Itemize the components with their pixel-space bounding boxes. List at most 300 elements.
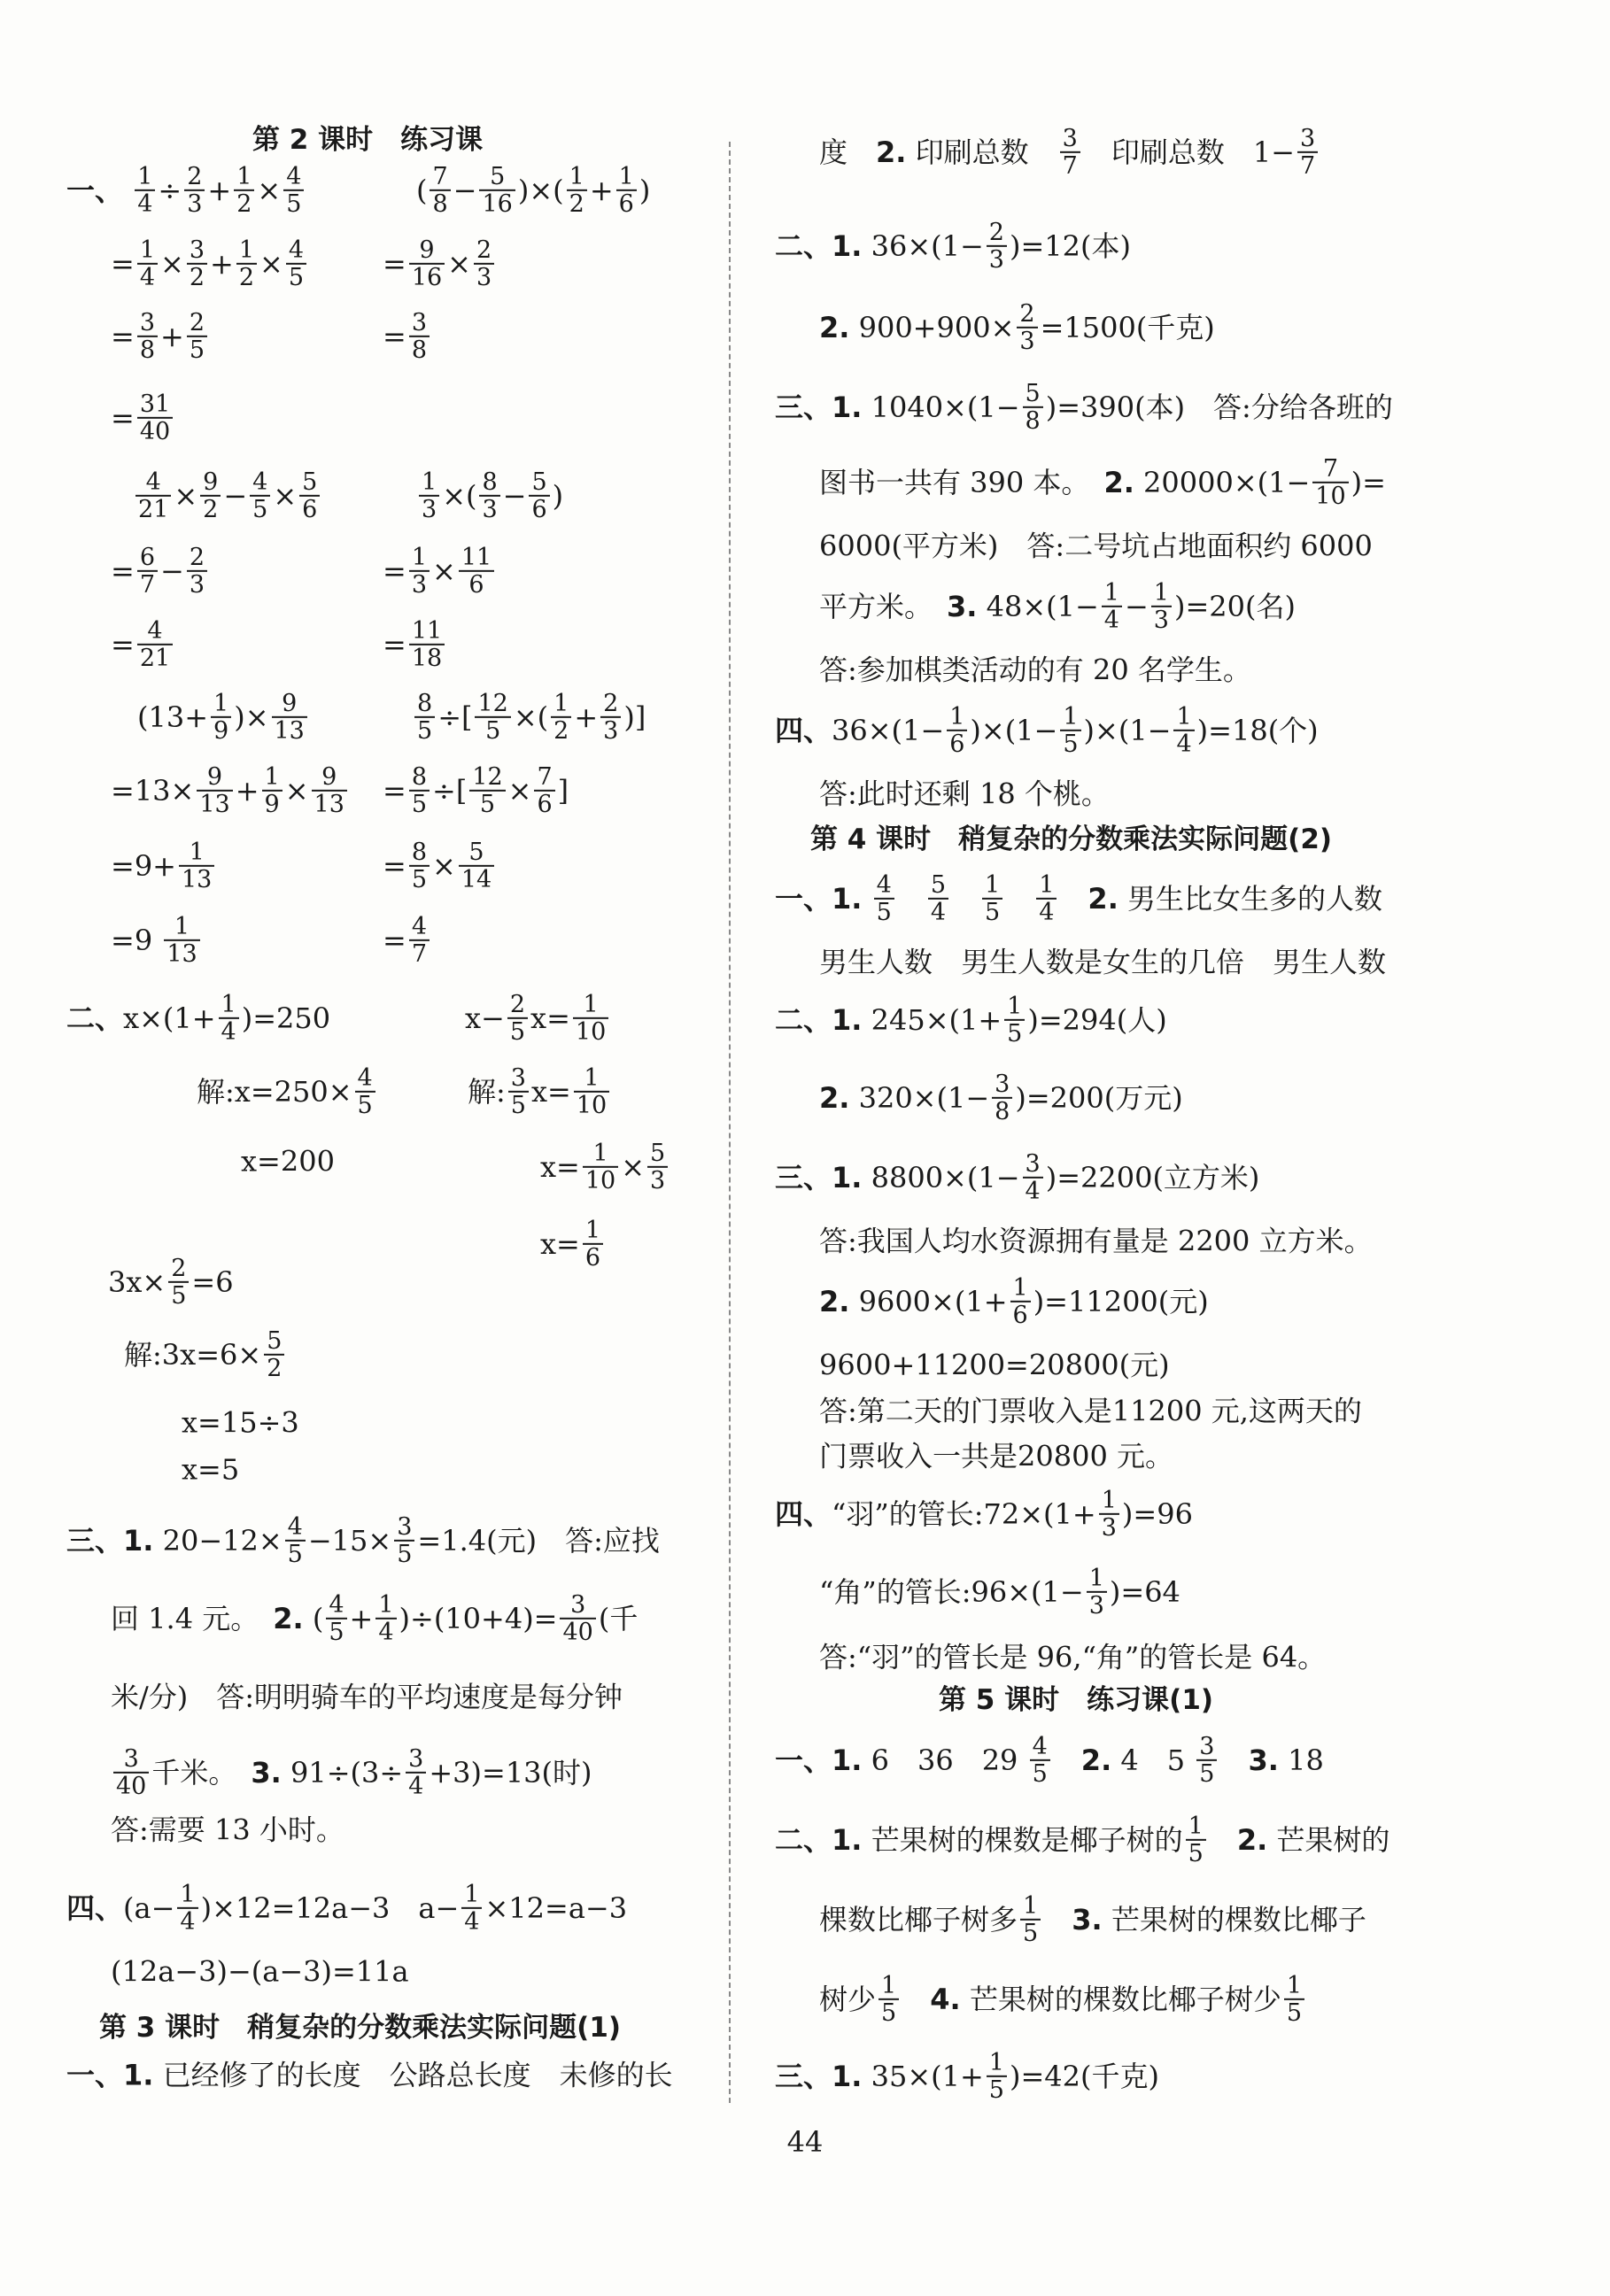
text-run: 平方米。 [819, 590, 948, 623]
fraction [137, 391, 173, 445]
answer-line [111, 237, 309, 290]
fraction-denominator: 4 [930, 899, 946, 926]
text-run: 1040×(1− [862, 390, 1020, 424]
text-run: − [160, 554, 184, 588]
text-run: 已经修了的长度 公路总长度 未修的长 [153, 2058, 673, 2092]
fraction-numerator: 5 [529, 469, 549, 497]
text-run: × [160, 247, 184, 281]
text-run: 答:“羽”的管长是 96,“角”的管长是 64。 [819, 1640, 1327, 1674]
answer-line [111, 839, 217, 893]
text-run: )=11200(元) [1033, 1285, 1209, 1318]
fraction-denominator: 3 [1088, 1592, 1104, 1620]
text-run: =1.4(元) 答:应找 [417, 1524, 660, 1558]
fraction-numerator: 2 [187, 310, 207, 337]
text-run: × [432, 849, 456, 883]
answer-line [819, 1641, 1326, 1672]
fraction-numerator: 1 [409, 545, 430, 572]
text-run: “角”的管长:96×(1− [819, 1575, 1084, 1609]
answer-line [182, 1452, 240, 1487]
text-run: + [349, 1602, 374, 1635]
fraction-numerator: 6 [137, 545, 158, 572]
question-number: 一、1. [775, 882, 863, 916]
fraction-numerator: 4 [250, 469, 270, 497]
fraction [1060, 704, 1080, 757]
text-run: =6 [191, 1265, 234, 1299]
answer-line [819, 653, 1251, 687]
text-run: )=96 [1121, 1497, 1193, 1531]
answer-line [66, 1514, 660, 1567]
question-number: 3. [1072, 1903, 1103, 1937]
fraction-denominator: 21 [139, 645, 171, 672]
answer-line [124, 1328, 287, 1381]
fraction-denominator: 16 [411, 264, 443, 291]
fraction-numerator: 2 [184, 164, 205, 191]
question-number: 2. [876, 135, 907, 169]
text-run: )=12(本) [1009, 229, 1131, 263]
fraction [461, 1882, 482, 1935]
fraction [879, 1973, 899, 2026]
fraction-denominator: 4 [1039, 899, 1055, 926]
fraction-denominator: 3 [603, 717, 619, 745]
fraction-denominator: 3 [187, 190, 203, 218]
text-run [897, 882, 925, 916]
fraction-numerator: 1 [1173, 704, 1194, 731]
fraction-numerator: 8 [409, 764, 430, 792]
fraction [1023, 381, 1043, 434]
fraction-numerator: 1 [1284, 1973, 1304, 2000]
text-run: 9600+11200=20800(元) [819, 1348, 1170, 1382]
answer-line [111, 545, 210, 598]
text-run: 男生人数 男生人数是女生的几倍 男生人数 [819, 945, 1387, 979]
fraction-denominator: 10 [575, 1018, 607, 1046]
text-run: )=2200(立方米) [1045, 1161, 1260, 1194]
text-run: + [589, 174, 614, 207]
fraction-numerator: 1 [177, 1882, 197, 1909]
question-number: 一、1. [775, 1743, 863, 1777]
fraction [574, 1065, 609, 1118]
fraction-numerator: 1 [137, 237, 158, 265]
answer-line [111, 1954, 409, 1989]
fraction-denominator: 6 [584, 1244, 601, 1272]
fraction [1312, 456, 1348, 509]
fraction-denominator: 5 [510, 1092, 526, 1119]
fraction-numerator: 2 [474, 237, 494, 265]
fraction-numerator: 1 [179, 839, 214, 867]
text-run: 91÷(3÷ [281, 1756, 404, 1790]
text-run: ×( [442, 479, 477, 513]
fraction-denominator: 40 [116, 1773, 147, 1800]
text-run: + [574, 700, 599, 734]
text-run: 6 36 29 [862, 1743, 1027, 1777]
answer-line [182, 1405, 299, 1440]
answer-line [383, 545, 497, 598]
text-run: )=42(千克) [1009, 2060, 1159, 2093]
answer-line [383, 839, 497, 893]
text-run: )×(1− [970, 714, 1058, 747]
fraction-numerator: 1 [567, 164, 587, 191]
answer-line [819, 1893, 1366, 1946]
fraction-numerator: 5 [479, 164, 515, 191]
fraction-denominator: 3 [1101, 1514, 1117, 1542]
text-run: 芒果树的棵数比椰子 [1102, 1903, 1366, 1937]
fraction-numerator: 1 [551, 691, 571, 718]
fraction [177, 1882, 197, 1935]
text-run: 35×(1+ [862, 2060, 984, 2093]
question-number: 2. [819, 1081, 850, 1115]
fraction-denominator: 13 [199, 791, 230, 818]
answer-line [775, 993, 1167, 1047]
answer-line [111, 618, 175, 671]
text-run: 男生比女生多的人数 [1118, 882, 1383, 916]
fraction-denominator: 5 [357, 1092, 373, 1119]
fraction [187, 237, 207, 290]
fraction-numerator: 8 [479, 469, 499, 497]
fraction-denominator: 6 [468, 571, 484, 599]
fraction-numerator: 3 [113, 1746, 149, 1774]
text-run: )=390(本) 答:分给各班的 [1045, 390, 1393, 424]
text-run: )=20(名) [1173, 590, 1296, 623]
fraction [1196, 1734, 1217, 1787]
fraction-numerator: 4 [135, 469, 171, 497]
answer-line [66, 992, 330, 1045]
fraction-denominator: 5 [397, 1541, 413, 1568]
fraction-numerator: 4 [409, 914, 430, 941]
fraction-denominator: 6 [531, 496, 547, 523]
text-run: = [383, 628, 406, 661]
fraction [375, 1592, 396, 1645]
fraction [409, 310, 430, 363]
fraction-denominator: 4 [378, 1619, 394, 1646]
fraction-numerator: 8 [414, 691, 435, 718]
fraction [200, 469, 221, 522]
fraction-denominator: 8 [1025, 407, 1041, 435]
fraction-denominator: 2 [553, 717, 569, 745]
text-run: x=200 [241, 1144, 335, 1179]
fraction [168, 1256, 189, 1309]
fraction-numerator: 3 [1023, 1151, 1043, 1179]
fraction [479, 469, 499, 522]
fraction-denominator: 5 [171, 1282, 187, 1310]
text-run: 芒果树的棵数是椰子树的 [862, 1823, 1183, 1857]
text-run: × [432, 554, 456, 588]
text-run: 20−12× [153, 1524, 283, 1558]
text-run: 芒果树的棵数比椰子树少 [960, 1983, 1281, 2016]
right-column [744, 0, 1610, 2296]
text-run: = [383, 554, 406, 588]
fraction [474, 237, 494, 290]
fraction-numerator: 1 [1004, 993, 1025, 1021]
fraction [211, 691, 231, 744]
fraction-denominator: 6 [949, 731, 965, 758]
fraction-denominator: 5 [288, 264, 304, 291]
answer-line [540, 1140, 670, 1194]
fraction-numerator: 1 [947, 704, 967, 731]
fraction [1102, 580, 1122, 633]
answer-line [383, 764, 569, 817]
fraction [355, 1065, 375, 1118]
text-run: 第 4 课时 稍复杂的分数乘法实际问题(2) [810, 823, 1333, 855]
answer-line [383, 618, 447, 671]
fraction-denominator: 5 [286, 190, 302, 218]
fraction [551, 691, 571, 744]
fraction [409, 839, 430, 893]
fraction-numerator: 1 [1087, 1565, 1107, 1593]
answer-line [416, 469, 563, 522]
fraction-numerator: 12 [475, 691, 510, 718]
fraction-numerator: 9 [409, 237, 445, 265]
fraction [928, 872, 948, 925]
fraction-denominator: 8 [139, 336, 155, 364]
fraction [326, 1592, 346, 1645]
text-run: x=5 [182, 1452, 240, 1487]
fraction [272, 691, 307, 744]
fraction [409, 237, 445, 290]
fraction-denominator: 4 [1103, 607, 1119, 634]
text-run: 900+900× [849, 311, 1015, 344]
text-run: 答:我国人均水资源拥有量是 2200 立方米。 [819, 1224, 1373, 1258]
fraction-numerator: 3 [137, 310, 158, 337]
fraction [1030, 1734, 1050, 1787]
answer-line [775, 220, 1131, 273]
fraction [299, 469, 320, 522]
fraction-numerator: 2 [1017, 301, 1037, 329]
fraction [1151, 580, 1172, 633]
text-run [1043, 1903, 1072, 1937]
fraction-denominator: 10 [1315, 483, 1346, 510]
fraction-denominator: 5 [411, 791, 427, 818]
fraction-numerator: 7 [430, 164, 450, 191]
answer-line [819, 1440, 1173, 1471]
fraction-numerator: 2 [600, 691, 621, 718]
fraction [507, 992, 528, 1045]
text-run: x=15÷3 [182, 1405, 299, 1440]
fraction [394, 1514, 414, 1567]
fraction-numerator: 9 [197, 764, 232, 792]
fraction-denominator: 2 [236, 190, 252, 218]
fraction-numerator: 3 [508, 1065, 529, 1093]
fraction [187, 310, 207, 363]
fraction-denominator: 2 [267, 1355, 283, 1382]
fraction-numerator: 1 [236, 237, 257, 265]
answer-line [819, 1395, 1362, 1426]
text-run: = [383, 247, 406, 281]
fraction-numerator: 5 [928, 872, 948, 900]
text-run: )=18(个) [1196, 714, 1319, 747]
text-run: ÷[ [437, 700, 473, 734]
fraction-numerator: 9 [272, 691, 307, 718]
text-run: × [174, 479, 198, 513]
answer-line [416, 164, 650, 217]
fraction-numerator: 5 [459, 839, 494, 867]
fraction-denominator: 5 [985, 899, 1001, 926]
fraction-numerator: 4 [355, 1065, 375, 1093]
answer-line [819, 1225, 1373, 1256]
text-run: = [111, 554, 135, 588]
text-run: x= [530, 1075, 571, 1109]
fraction-denominator: 9 [213, 717, 229, 745]
fraction-denominator: 5 [509, 1018, 526, 1046]
fraction-denominator: 4 [1025, 1178, 1041, 1205]
fraction-numerator: 1 [1010, 1275, 1031, 1303]
fraction-denominator: 5 [881, 1999, 897, 2027]
text-run [951, 882, 979, 916]
text-run: x= [540, 1227, 580, 1261]
fraction-numerator: 4 [285, 1514, 306, 1542]
fraction-numerator: 3 [187, 237, 207, 265]
fraction-numerator: 12 [469, 764, 505, 792]
question-number: 3. [1248, 1743, 1279, 1777]
fraction-denominator: 6 [537, 791, 553, 818]
fraction [219, 992, 239, 1045]
section-heading [99, 2014, 621, 2042]
answer-line [468, 1065, 612, 1118]
text-run: 20000×(1− [1134, 466, 1311, 499]
text-run: 答:此时还剩 18 个桃。 [819, 777, 1110, 811]
section-heading [810, 825, 1332, 854]
answer-line [819, 529, 1373, 563]
fraction-denominator: 40 [562, 1619, 593, 1646]
fraction-numerator: 1 [1186, 1813, 1206, 1841]
text-run: 18 [1278, 1743, 1324, 1777]
fraction [113, 1746, 149, 1799]
text-run: 树少 [819, 1983, 877, 2016]
fraction [137, 545, 158, 598]
text-run: 9600×(1+ [849, 1285, 1008, 1318]
answer-line [775, 2050, 1159, 2103]
fraction-numerator: 2 [187, 545, 207, 572]
text-run: − [223, 479, 248, 513]
answer-line [819, 580, 1296, 633]
text-run: 36×(1− [832, 714, 945, 747]
fraction [179, 839, 214, 893]
text-run: × [259, 247, 283, 281]
fraction-numerator: 1 [219, 992, 239, 1019]
fraction [508, 1065, 529, 1118]
fraction [1297, 126, 1318, 179]
fraction [197, 764, 232, 817]
answer-line [819, 126, 1320, 179]
text-run: × [273, 479, 298, 513]
page-number: 44 [786, 2125, 824, 2159]
fraction-numerator: 3 [409, 310, 430, 337]
fraction-numerator: 1 [1099, 1488, 1119, 1515]
fraction [262, 764, 283, 817]
question-number: 一、 [66, 174, 124, 207]
fraction-denominator: 6 [302, 496, 318, 523]
fraction-numerator: 1 [262, 764, 283, 792]
fraction-denominator: 3 [482, 496, 498, 523]
question-number: 4. [930, 1983, 961, 2016]
question-number: 四、 [775, 714, 832, 747]
text-run: 解: [468, 1075, 506, 1109]
answer-line [137, 691, 310, 744]
question-number: 二、1. [775, 229, 863, 263]
text-run: )×12=12a−3 a− [200, 1891, 460, 1925]
fraction-denominator: 5 [189, 336, 205, 364]
fraction [573, 992, 608, 1045]
answer-line [775, 1151, 1259, 1204]
fraction [409, 618, 445, 671]
text-run: = [383, 320, 406, 353]
fraction-denominator: 5 [1007, 1020, 1023, 1048]
answer-line [819, 777, 1110, 811]
fraction-denominator: 2 [203, 496, 219, 523]
fraction [1017, 301, 1037, 354]
fraction-denominator: 5 [252, 496, 268, 523]
answer-line [819, 946, 1386, 977]
fraction [459, 839, 494, 893]
fraction-denominator: 5 [1188, 1840, 1204, 1867]
fraction-numerator: 1 [616, 164, 637, 191]
text-run: +3)=13(时) [429, 1756, 592, 1790]
fraction-denominator: 3 [1019, 328, 1035, 355]
section-heading [939, 1686, 1213, 1714]
text-run: 印刷总数 [906, 135, 1057, 169]
fraction [234, 164, 254, 217]
answer-line [465, 992, 611, 1045]
text-run: = [111, 320, 135, 353]
text-run: 第 5 课时 练习课(1) [939, 1684, 1214, 1716]
text-run: ÷ [158, 174, 182, 207]
answer-line [111, 1746, 592, 1799]
fraction-numerator: 9 [200, 469, 221, 497]
fraction [987, 220, 1007, 273]
fraction-numerator: 31 [137, 391, 173, 419]
fraction-numerator: 4 [283, 164, 304, 191]
fraction-numerator: 4 [286, 237, 306, 265]
fraction [1036, 872, 1057, 925]
question-number: 三、1. [775, 390, 863, 424]
fraction-numerator: 3 [394, 1514, 414, 1542]
text-run: ( [416, 174, 428, 207]
answer-line [775, 704, 1319, 757]
text-run: )÷(10+4)= [399, 1602, 558, 1635]
fraction-numerator: 5 [647, 1140, 668, 1168]
text-run: ÷[ [432, 774, 468, 808]
answer-line [775, 1734, 1324, 1787]
fraction [137, 618, 173, 671]
fraction-numerator: 3 [1297, 126, 1318, 153]
answer-line [775, 381, 1393, 434]
fraction-denominator: 5 [988, 2076, 1004, 2104]
text-run: 图书一共有 390 本。 [819, 466, 1104, 499]
answer-line [197, 1065, 378, 1118]
question-number: 2. [1103, 466, 1134, 499]
text-run: = [383, 774, 406, 808]
answer-line [819, 1071, 1183, 1125]
fraction [987, 2050, 1007, 2103]
fraction-denominator: 4 [139, 264, 155, 291]
fraction [1087, 1565, 1107, 1619]
fraction-numerator: 4 [874, 872, 894, 900]
fraction-numerator: 5 [264, 1328, 284, 1356]
text-run: ) [552, 479, 564, 513]
answer-line [111, 1681, 623, 1712]
text-run: 解:x=250× [197, 1075, 352, 1109]
text-run: = [383, 924, 406, 957]
answer-line [819, 1349, 1170, 1380]
question-number: 三、1. [66, 1524, 154, 1558]
fraction-numerator: 2 [507, 992, 528, 1019]
text-run: 3x× [108, 1265, 166, 1299]
fraction [534, 764, 554, 817]
fraction-denominator: 5 [485, 717, 501, 745]
answer-line [383, 237, 497, 290]
text-run: 第 2 课时 练习课 [252, 124, 484, 156]
fraction-numerator: 1 [583, 1218, 603, 1245]
answer-line [819, 456, 1386, 509]
answer-line [133, 469, 322, 522]
